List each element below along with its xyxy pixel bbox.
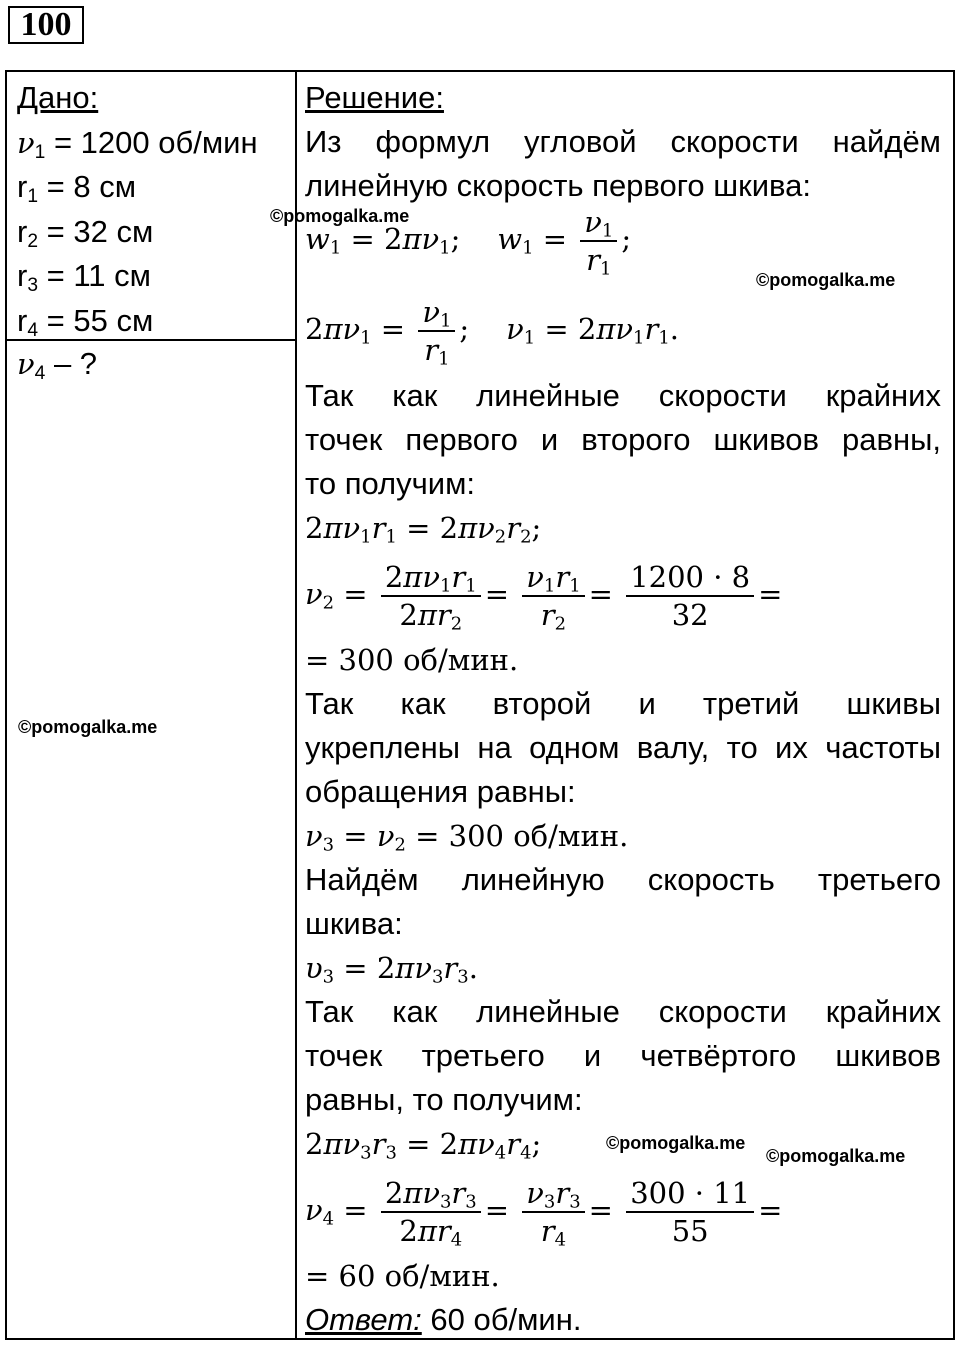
find-row: $\nu_4$ – ? — [17, 346, 98, 384]
formula-equal-2: $2\pi\nu_3r_3 = 2\pi\nu_4r_4$; — [305, 1127, 542, 1164]
given-row: $r_3 = 11$ см — [17, 258, 151, 297]
text-line: Так как линейные скорости крайних — [305, 994, 941, 1029]
text-line: точек третьего и четвёртого шкивов — [305, 1038, 941, 1073]
text-line: укреплены на одном валу, то их частоты — [305, 730, 941, 765]
text-line: то получим: — [305, 466, 476, 501]
text-line: линейную скорость первого шкива: — [305, 168, 811, 203]
text-line: точек первого и второго шкивов равны, — [305, 422, 941, 457]
frac-numerator: 1200 · 8 — [626, 559, 754, 597]
formula-v3: $\nu_3 = \nu_2 = 300$ об/мин. — [305, 819, 629, 856]
frac-denominator: 55 — [671, 1214, 709, 1248]
given-row: $\nu_1 = 1200$ об/мин — [17, 124, 258, 163]
answer-value: 60 об/мин. — [421, 1302, 582, 1337]
watermark: ©pomogalka.me — [18, 717, 158, 737]
text-line: Так как линейные скорости крайних — [305, 378, 941, 413]
given-column — [17, 76, 293, 344]
result-v2: = 300 об/мин. — [305, 643, 519, 677]
formula-equal-1: $2\pi\nu_1r_1 = 2\pi\nu_2r_2$; — [305, 511, 542, 548]
frac-numerator: 300 · 11 — [626, 1175, 754, 1213]
watermark: ©pomogalka.me — [606, 1133, 746, 1153]
formula-v2: $\nu_2$ = $\frac{2\pi\nu_1r_1}{2\pi r_2}$ = $\frac{\nu_1r_1}{r_2}$ = $\frac{1200 \cdot 8}{32}$ = — [305, 560, 783, 635]
text-line: равны, то получим: — [305, 1082, 583, 1117]
given-row: $r_2 = 32$ см — [17, 213, 154, 252]
text-line: Найдём линейную скорость третьего — [305, 862, 941, 897]
given-row: $r_4 = 55$ см — [17, 302, 154, 341]
text-line: шкива: — [305, 906, 403, 941]
formula-angular: $w_1 = 2\pi\nu_1$; $w_1$ = $\frac{\nu_1}{r_1}$ ; — [305, 205, 632, 280]
column-divider — [295, 72, 297, 1338]
formula-linear-3: $\upsilon_3 = 2\pi\nu_3r_3$. — [305, 951, 478, 988]
problem-number: 100 — [8, 6, 84, 44]
given-header: Дано: — [17, 80, 99, 115]
result-v4: = 60 об/мин. — [305, 1259, 500, 1293]
watermark: ©pomogalka.me — [766, 1146, 906, 1166]
solution-header: Решение: — [305, 80, 444, 115]
answer-label: Ответ: — [305, 1302, 422, 1337]
watermark: ©pomogalka.me — [270, 206, 410, 226]
formula-v4: $\nu_4$ = $\frac{2\pi\nu_3r_3}{2\pi r_4}$ = $\frac{\nu_3r_3}{r_4}$ = $\frac{300 \cdot 11}{55}$ = — [305, 1176, 783, 1251]
text-line: обращения равны: — [305, 774, 576, 809]
given-row: $r_1 = 8$ см — [17, 169, 137, 207]
watermark: ©pomogalka.me — [756, 270, 896, 290]
formula-linear: $2\pi\nu_1$ = $\frac{\nu_1}{r_1}$ ; $\nu_1 = 2\pi\nu_1r_1$. — [305, 295, 680, 370]
text-line: Из формул угловой скорости найдём — [305, 124, 941, 159]
text-line: Так как второй и третий шкивы — [305, 686, 941, 721]
answer-line — [305, 1298, 941, 1342]
frac-denominator: 32 — [671, 598, 709, 632]
